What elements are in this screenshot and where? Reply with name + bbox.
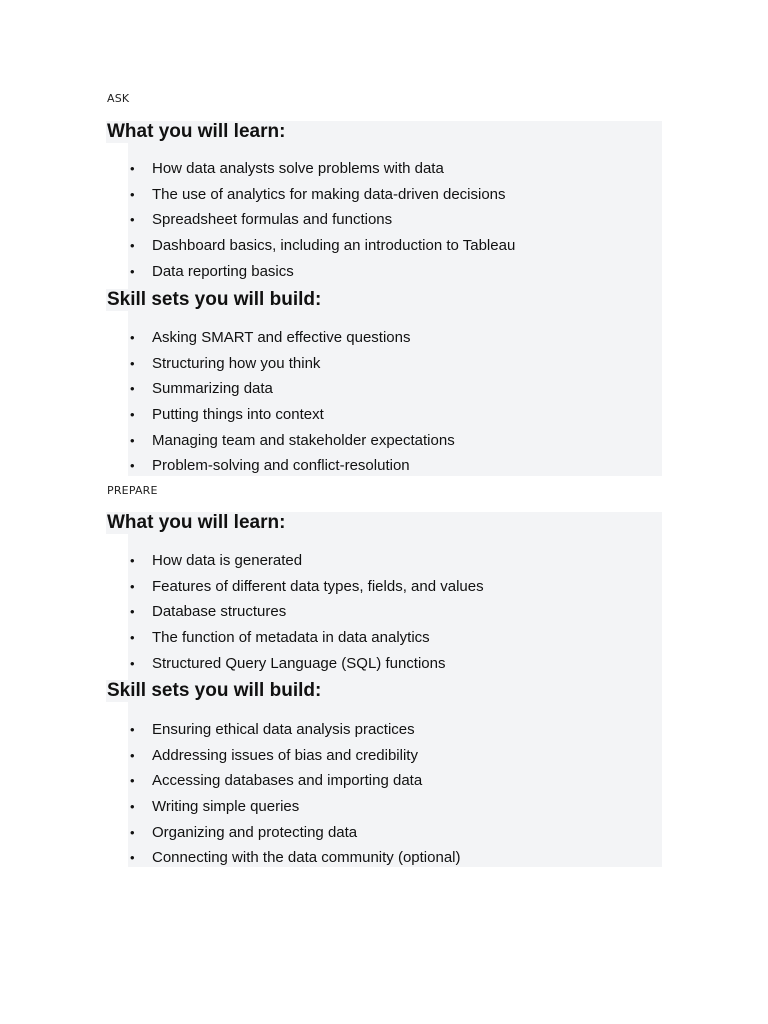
list-item: • Structured Query Language (SQL) functions — [106, 651, 662, 677]
bullet-icon: • — [130, 578, 135, 594]
list-item: • Organizing and protecting data — [106, 820, 662, 846]
section-label-prepare: PREPARE — [107, 484, 158, 497]
ask-content-block — [106, 121, 662, 476]
list-item: • Database structures — [106, 599, 662, 625]
list-item: • Asking SMART and effective questions — [106, 325, 662, 351]
list-item: • Dashboard basics, including an introduction to Tableau — [106, 233, 662, 259]
bullet-icon: • — [130, 630, 135, 646]
prepare-learn-list — [106, 548, 662, 676]
ask-learn-heading: What you will learn: — [107, 121, 286, 142]
list-item: • The use of analytics for making data-driven decisions — [106, 182, 662, 208]
bullet-icon: • — [130, 161, 135, 176]
bullet-icon: • — [130, 747, 135, 763]
bullet-icon: • — [130, 432, 135, 448]
bullet-icon: • — [130, 850, 135, 866]
list-item: • How data is generated — [106, 548, 662, 574]
bullet-icon: • — [130, 186, 135, 202]
bullet-icon: • — [130, 824, 135, 840]
bullet-icon: • — [130, 553, 135, 568]
prepare-learn-heading: What you will learn: — [107, 512, 286, 533]
list-item: • Ensuring ethical data analysis practices — [106, 717, 662, 743]
prepare-content-block — [106, 512, 662, 867]
list-item: • Spreadsheet formulas and functions — [106, 207, 662, 233]
list-item: • Data reporting basics — [106, 259, 662, 285]
list-item: • Structuring how you think — [106, 351, 662, 377]
bullet-icon: • — [130, 722, 135, 737]
bullet-icon: • — [130, 212, 135, 228]
bullet-icon: • — [130, 355, 135, 371]
list-item: • Summarizing data — [106, 376, 662, 402]
list-item: • Managing team and stakeholder expectations — [106, 428, 662, 454]
list-item: • Writing simple queries — [106, 794, 662, 820]
ask-skills-heading: Skill sets you will build: — [107, 289, 322, 310]
bullet-icon: • — [130, 655, 135, 671]
bullet-icon: • — [130, 381, 135, 397]
list-item: • Putting things into context — [106, 402, 662, 428]
bullet-icon: • — [130, 330, 135, 345]
list-item: • Connecting with the data community (optional) — [106, 845, 662, 871]
bullet-icon: • — [130, 458, 135, 474]
prepare-skills-list — [106, 717, 662, 871]
list-item: • The function of metadata in data analytics — [106, 625, 662, 651]
list-item: • Features of different data types, fields, and values — [106, 574, 662, 600]
bullet-icon: • — [130, 773, 135, 789]
ask-skills-list — [106, 325, 662, 479]
prepare-skills-heading: Skill sets you will build: — [107, 680, 322, 701]
bullet-icon: • — [130, 407, 135, 423]
list-item: • Addressing issues of bias and credibility — [106, 743, 662, 769]
list-item: • How data analysts solve problems with data — [106, 156, 662, 182]
bullet-icon: • — [130, 799, 135, 815]
list-item: • Accessing databases and importing data — [106, 768, 662, 794]
ask-learn-list — [106, 156, 662, 284]
bullet-icon: • — [130, 263, 135, 279]
list-item: • Problem-solving and conflict-resolution — [106, 453, 662, 479]
section-label-ask: ASK — [107, 92, 130, 105]
bullet-icon: • — [130, 238, 135, 254]
bullet-icon: • — [130, 604, 135, 620]
